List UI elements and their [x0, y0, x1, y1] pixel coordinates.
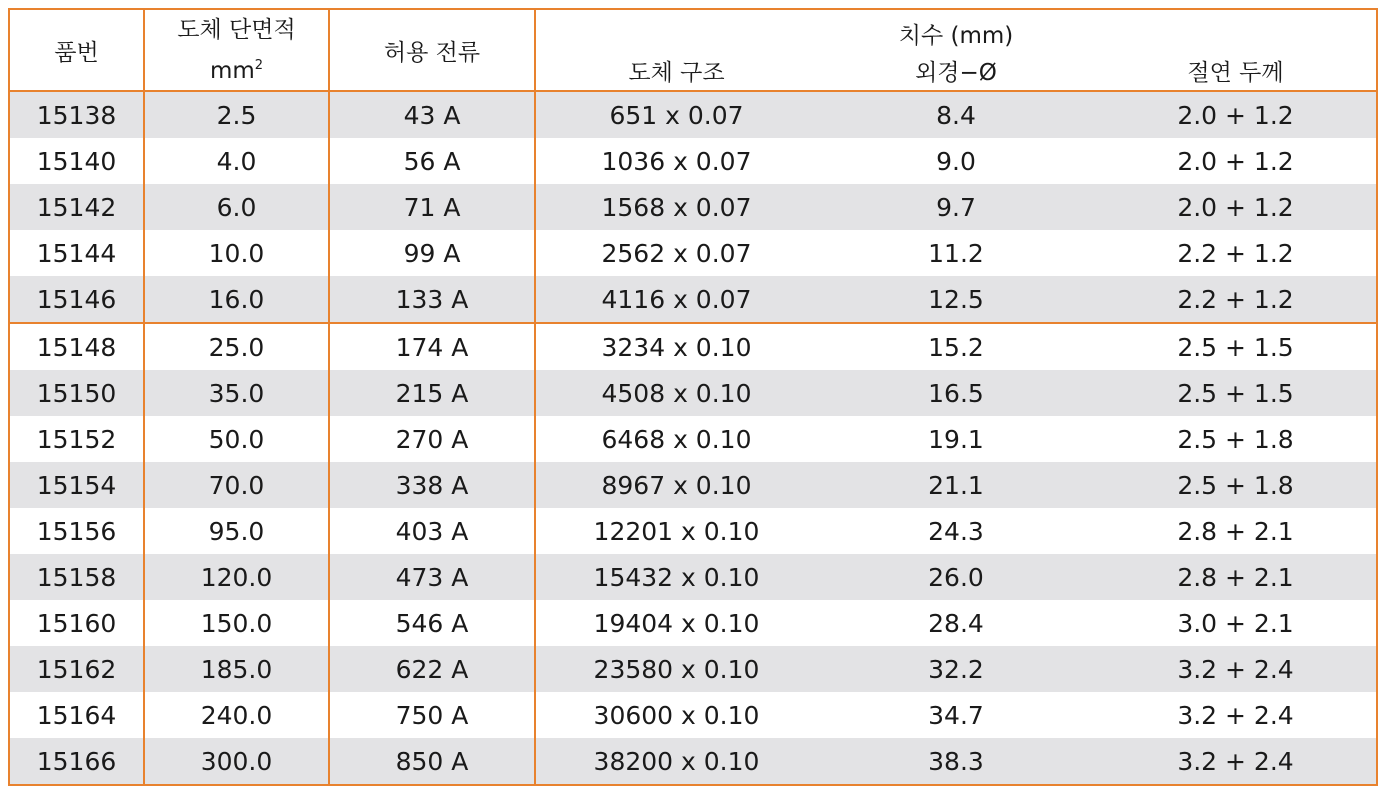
cell-insulation-thickness: 3.0 + 2.1	[1095, 600, 1376, 646]
cell-outer-diameter: 11.2	[817, 230, 1095, 276]
cell-conductor-structure: 2562 x 0.07	[535, 230, 817, 276]
header-current: 허용 전류	[329, 10, 535, 91]
cell-insulation-thickness: 2.5 + 1.5	[1095, 370, 1376, 416]
cell-outer-diameter: 19.1	[817, 416, 1095, 462]
cell-outer-diameter: 32.2	[817, 646, 1095, 692]
cell-cross-section: 2.5	[144, 91, 329, 138]
header-outer-diameter: 외경−Ø	[817, 50, 1095, 91]
cell-conductor-structure: 8967 x 0.10	[535, 462, 817, 508]
cell-current: 403 A	[329, 508, 535, 554]
cell-cross-section: 95.0	[144, 508, 329, 554]
cell-conductor-structure: 4116 x 0.07	[535, 276, 817, 323]
cell-insulation-thickness: 3.2 + 2.4	[1095, 692, 1376, 738]
table-row	[10, 462, 1376, 508]
cell-cross-section: 185.0	[144, 646, 329, 692]
cell-outer-diameter: 12.5	[817, 276, 1095, 323]
table-row	[10, 323, 1376, 370]
cable-spec-table-frame	[8, 8, 1378, 786]
cell-part-no: 15154	[10, 462, 144, 508]
cell-conductor-structure: 4508 x 0.10	[535, 370, 817, 416]
cell-current: 270 A	[329, 416, 535, 462]
header-cross-section-unit	[145, 48, 328, 89]
cell-insulation-thickness: 2.8 + 2.1	[1095, 554, 1376, 600]
cell-conductor-structure: 1036 x 0.07	[535, 138, 817, 184]
cell-insulation-thickness: 2.0 + 1.2	[1095, 91, 1376, 138]
cell-outer-diameter: 16.5	[817, 370, 1095, 416]
cell-conductor-structure: 15432 x 0.10	[535, 554, 817, 600]
cell-cross-section: 4.0	[144, 138, 329, 184]
cell-part-no: 15144	[10, 230, 144, 276]
header-part-no: 품번	[10, 10, 144, 91]
cell-cross-section: 16.0	[144, 276, 329, 323]
cell-part-no: 15162	[10, 646, 144, 692]
header-insulation-thickness: 절연 두께	[1095, 50, 1376, 91]
cell-cross-section: 25.0	[144, 323, 329, 370]
cell-cross-section: 120.0	[144, 554, 329, 600]
cell-conductor-structure: 23580 x 0.10	[535, 646, 817, 692]
cell-current: 56 A	[329, 138, 535, 184]
cell-outer-diameter: 21.1	[817, 462, 1095, 508]
cell-cross-section: 240.0	[144, 692, 329, 738]
cell-part-no: 15152	[10, 416, 144, 462]
cell-cross-section: 35.0	[144, 370, 329, 416]
cell-outer-diameter: 38.3	[817, 738, 1095, 784]
cell-part-no: 15160	[10, 600, 144, 646]
cell-part-no: 15156	[10, 508, 144, 554]
cell-insulation-thickness: 2.5 + 1.8	[1095, 416, 1376, 462]
cell-insulation-thickness: 2.5 + 1.5	[1095, 323, 1376, 370]
cell-outer-diameter: 24.3	[817, 508, 1095, 554]
cell-current: 338 A	[329, 462, 535, 508]
table-row	[10, 554, 1376, 600]
cell-conductor-structure: 38200 x 0.10	[535, 738, 817, 784]
table-row	[10, 370, 1376, 416]
unit-mm: mm	[209, 57, 255, 84]
cell-current: 174 A	[329, 323, 535, 370]
cell-cross-section: 150.0	[144, 600, 329, 646]
table-row	[10, 646, 1376, 692]
header-cross-section	[144, 10, 329, 91]
cell-part-no: 15140	[10, 138, 144, 184]
table-body	[10, 91, 1376, 784]
cell-conductor-structure: 1568 x 0.07	[535, 184, 817, 230]
cell-cross-section: 70.0	[144, 462, 329, 508]
cell-cross-section: 6.0	[144, 184, 329, 230]
cell-cross-section: 50.0	[144, 416, 329, 462]
header-cross-section-label: 도체 단면적	[177, 16, 296, 43]
table-row	[10, 416, 1376, 462]
cell-insulation-thickness: 3.2 + 2.4	[1095, 738, 1376, 784]
table-row	[10, 692, 1376, 738]
cell-outer-diameter: 26.0	[817, 554, 1095, 600]
cell-insulation-thickness: 2.0 + 1.2	[1095, 138, 1376, 184]
cell-cross-section: 300.0	[144, 738, 329, 784]
cell-part-no: 15150	[10, 370, 144, 416]
cell-conductor-structure: 651 x 0.07	[535, 91, 817, 138]
cell-current: 133 A	[329, 276, 535, 323]
header-dimensions: 치수 (mm)	[535, 10, 1376, 50]
cell-current: 850 A	[329, 738, 535, 784]
cell-outer-diameter: 8.4	[817, 91, 1095, 138]
cell-outer-diameter: 9.0	[817, 138, 1095, 184]
cell-insulation-thickness: 2.2 + 1.2	[1095, 276, 1376, 323]
cell-part-no: 15146	[10, 276, 144, 323]
cell-part-no: 15138	[10, 91, 144, 138]
cell-insulation-thickness: 2.0 + 1.2	[1095, 184, 1376, 230]
cell-part-no: 15164	[10, 692, 144, 738]
cell-conductor-structure: 6468 x 0.10	[535, 416, 817, 462]
cell-insulation-thickness: 2.2 + 1.2	[1095, 230, 1376, 276]
cell-outer-diameter: 34.7	[817, 692, 1095, 738]
table-row	[10, 230, 1376, 276]
table-row	[10, 508, 1376, 554]
cell-part-no: 15166	[10, 738, 144, 784]
cell-insulation-thickness: 2.8 + 2.1	[1095, 508, 1376, 554]
cell-current: 622 A	[329, 646, 535, 692]
cell-current: 99 A	[329, 230, 535, 276]
cell-conductor-structure: 3234 x 0.10	[535, 323, 817, 370]
cable-spec-table	[10, 10, 1376, 784]
cell-current: 750 A	[329, 692, 535, 738]
cell-part-no: 15142	[10, 184, 144, 230]
cell-current: 215 A	[329, 370, 535, 416]
cell-current: 473 A	[329, 554, 535, 600]
table-row	[10, 184, 1376, 230]
cell-outer-diameter: 9.7	[817, 184, 1095, 230]
cell-current: 546 A	[329, 600, 535, 646]
cell-conductor-structure: 19404 x 0.10	[535, 600, 817, 646]
cell-current: 43 A	[329, 91, 535, 138]
unit-exponent: 2	[254, 57, 264, 73]
cell-outer-diameter: 15.2	[817, 323, 1095, 370]
cell-insulation-thickness: 2.5 + 1.8	[1095, 462, 1376, 508]
cell-cross-section: 10.0	[144, 230, 329, 276]
header-row-top	[10, 10, 1376, 50]
table-row	[10, 91, 1376, 138]
table-row	[10, 138, 1376, 184]
cell-conductor-structure: 12201 x 0.10	[535, 508, 817, 554]
cell-part-no: 15158	[10, 554, 144, 600]
table-row	[10, 738, 1376, 784]
table-row	[10, 276, 1376, 323]
cell-part-no: 15148	[10, 323, 144, 370]
cell-conductor-structure: 30600 x 0.10	[535, 692, 817, 738]
cell-outer-diameter: 28.4	[817, 600, 1095, 646]
table-row	[10, 600, 1376, 646]
cell-insulation-thickness: 3.2 + 2.4	[1095, 646, 1376, 692]
header-conductor-structure: 도체 구조	[535, 50, 817, 91]
cell-current: 71 A	[329, 184, 535, 230]
